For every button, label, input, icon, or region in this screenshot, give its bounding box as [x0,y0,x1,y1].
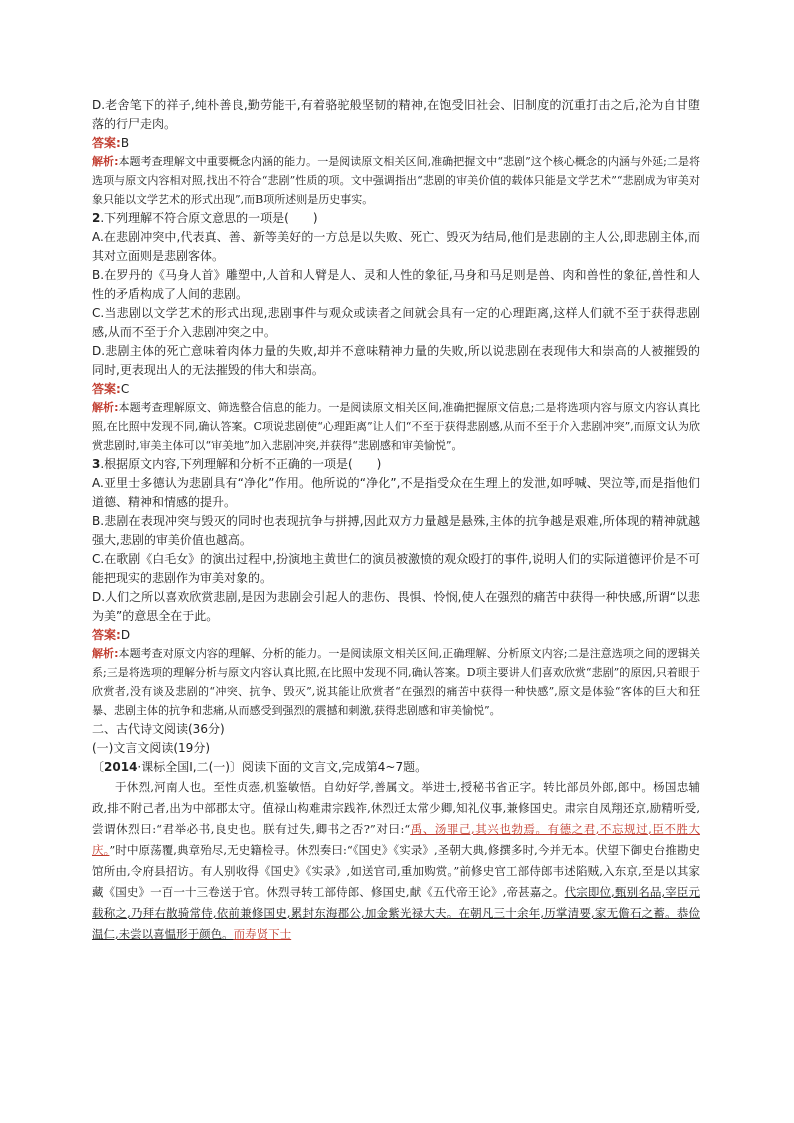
answer-label: 答案: [92,136,121,150]
q2-stem [92,209,700,228]
q3-option-a: A.亚里士多德认为悲剧具有“净化”作用。他所说的“净化”,不是指受众在生理上的发泄,如呼喊、哭泣等,而是指他们道德、精神和情感的提升。 [92,476,700,509]
analysis-label: 解析: [92,401,119,414]
classical-passage [92,777,700,945]
source-line [92,758,700,777]
q1-answer [92,134,700,152]
answer-label: 答案: [92,382,121,396]
q3-option-b: B.悲剧在表现冲突与毁灭的同时也表现抗争与拼搏,因此双方力量越是悬殊,主体的抗争越是艰难,所体现的精神就越强大,悲剧的审美价值也越高。 [92,514,700,547]
q1-option-d: D.老舍笔下的祥子,纯朴善良,勤劳能干,有着骆驼般坚韧的精神,在饱受旧社会、旧制度的沉重打击之后,沦为自甘堕落的行尸走肉。 [92,98,700,131]
q2-option-a: A.在悲剧冲突中,代表真、善、新等美好的一方总是以失败、死亡、毁灭为结局,他们是悲剧的主人公,即悲剧主体,而其对立面则是悲剧客体。 [92,230,700,263]
q3-answer-value: D [120,628,131,642]
answer-label: 答案: [92,628,121,642]
q1-answer-value: B [120,136,130,150]
source-rest: ·课标全国Ⅰ,二(一)〕阅读下面的文言文,完成第4~7题。 [137,760,428,774]
q2-option-d: D.悲剧主体的死亡意味着肉体力量的失败,却并不意味精神力量的失败,所以说悲剧在表现伟大和崇高的人被摧毁的同时,更表现出人的无法摧毁的伟大和崇高。 [92,344,700,377]
q3-number: 3 [92,457,101,471]
passage-highlight-1: 禹、汤罪己,其兴也勃焉。有德之君,不忘规过,臣不胜大庆。 [92,822,700,857]
q3-option-d: D.人们之所以喜欢欣赏悲剧,是因为悲剧会引起人的悲伤、畏惧、怜悯,使人在强烈的痛苦中获得一种快感,所谓“以悲为美”的意思全在于此。 [92,590,700,623]
source-bracket: 〔 [92,760,105,774]
q3-answer [92,626,700,644]
passage-highlight-2: 而寿贤下士 [233,927,292,941]
q2-option-b: B.在罗丹的《马身人首》雕塑中,人首和人臂是人、灵和人性的象征,马身和马足则是兽、肉和兽性的象征,兽性和人性的矛盾构成了人间的悲剧。 [92,268,700,301]
q1-analysis-text: 本题考查理解文中重要概念内涵的能力。一是阅读原文相关区间,准确把握文中“悲剧”这个核心概念的内涵与外延;二是将选项与原文内容相对照,找出不符合“悲剧”性质的项。文中强调指出“悲剧的审美价值的载体只能是文学艺术”“悲剧成为审美对象只能以文学艺术的形式出现”,而B项所述则是历史事实。 [92,155,700,206]
q3-analysis [92,644,700,720]
q2-analysis-text: 本题考查理解原文、筛选整合信息的能力。一是阅读原文相关区间,准确把握原文信息;二是将选项内容与原文内容认真比照,在比照中发现不同,确认答案。C项说悲剧使“心理距离”让人们“不至于获得悲剧感,从而不至于介入悲剧冲突”,而原文认为欣赏悲剧时,审美主体可以“审美地”加入悲剧冲突,并获得“悲剧感和审美愉悦”。 [92,401,700,452]
q2-answer-value: C [120,382,130,396]
q2-number: 2 [92,211,101,225]
section2-subtitle: (一)文言文阅读(19分) [92,741,210,755]
q3-stem [92,455,700,474]
document-page [92,96,700,945]
section2-title: 二、古代诗文阅读(36分) [92,722,225,736]
q3-option-c: C.在歌剧《白毛女》的演出过程中,扮演地主黄世仁的演员被激愤的观众殴打的事件,说明人们的实际道德评价是不可能把现实的悲剧作为审美对象的。 [92,552,700,585]
analysis-label: 解析: [92,155,119,168]
passage-underline: 代宗即位,甄别名品,宰臣元载称之,乃拜右散骑常侍,依前兼修国史,累封东海郡公,加金紫光禄大夫。在朝凡三十余年,历掌清要,家无儋石之蓄。恭俭温仁,未尝以喜愠形于颜色。 [92,885,700,941]
q2-stem-text: .下列理解不符合原文意思的一项是( ) [100,211,318,225]
passage-part-c: ”时中原荡覆,典章殆尽,无史籍检寻。休烈奏曰:“《国史》《实录》,圣朝大典,修撰多时,今并无本。伏望下御史台推勘史馆所由,令府县招访。有人别收得《国史》《实录》,如送官司,重加购赏。”前修史官工部侍郎韦述陷贼,入东京,至是以其家藏《国史》一百一十三卷送于官。休烈寻转工部侍郎、修国史,献《五代帝王论》,帝甚嘉之。 [92,843,701,899]
q3-stem-text: .根据原文内容,下列理解和分析不正确的一项是( ) [100,457,382,471]
q2-analysis [92,398,700,455]
q2-option-c: C.当悲剧以文学艺术的形式出现,悲剧事件与观众或读者之间就会具有一定的心理距离,这样人们就不至于获得悲剧感,从而不至于介入悲剧冲突之中。 [92,306,700,339]
source-year: 2014 [104,760,138,774]
q1-analysis [92,152,700,209]
analysis-label: 解析: [92,647,119,660]
q3-analysis-text: 本题考查对原文内容的理解、分析的能力。一是阅读原文相关区间,正确理解、分析原文内容;二是注意选项之间的逻辑关系;三是将选项的理解分析与原文内容认真比照,在比照中发现不同,确认答案。D项主要讲人们喜欢欣赏“悲剧”的原因,只着眼于欣赏者,没有谈及悲剧的“冲突、抗争、毁灭”,说其能让欣赏者“在强烈的痛苦中获得一种快感”,原文是体验“客体的巨大和狂暴、悲剧主体的抗争和悲痛,从而感受到强烈的震撼和刺激,获得悲剧感和审美愉悦”。 [92,647,700,717]
q2-answer [92,380,700,398]
passage-part-a: 于休烈,河南人也。至性贞悫,机鉴敏悟。自幼好学,善属文。举进士,授秘书省正字。转比部员外郎,郎中。杨国忠辅政,排不附己者,出为中部郡太守。值禄山构难肃宗践祚,休烈迁太常少卿,知礼仪事,兼修国史。肃宗自凤翔还京,励精听受,尝谓休烈曰:“君举必书,良史也。朕有过失,卿书之否?”对曰:“ [92,780,700,836]
